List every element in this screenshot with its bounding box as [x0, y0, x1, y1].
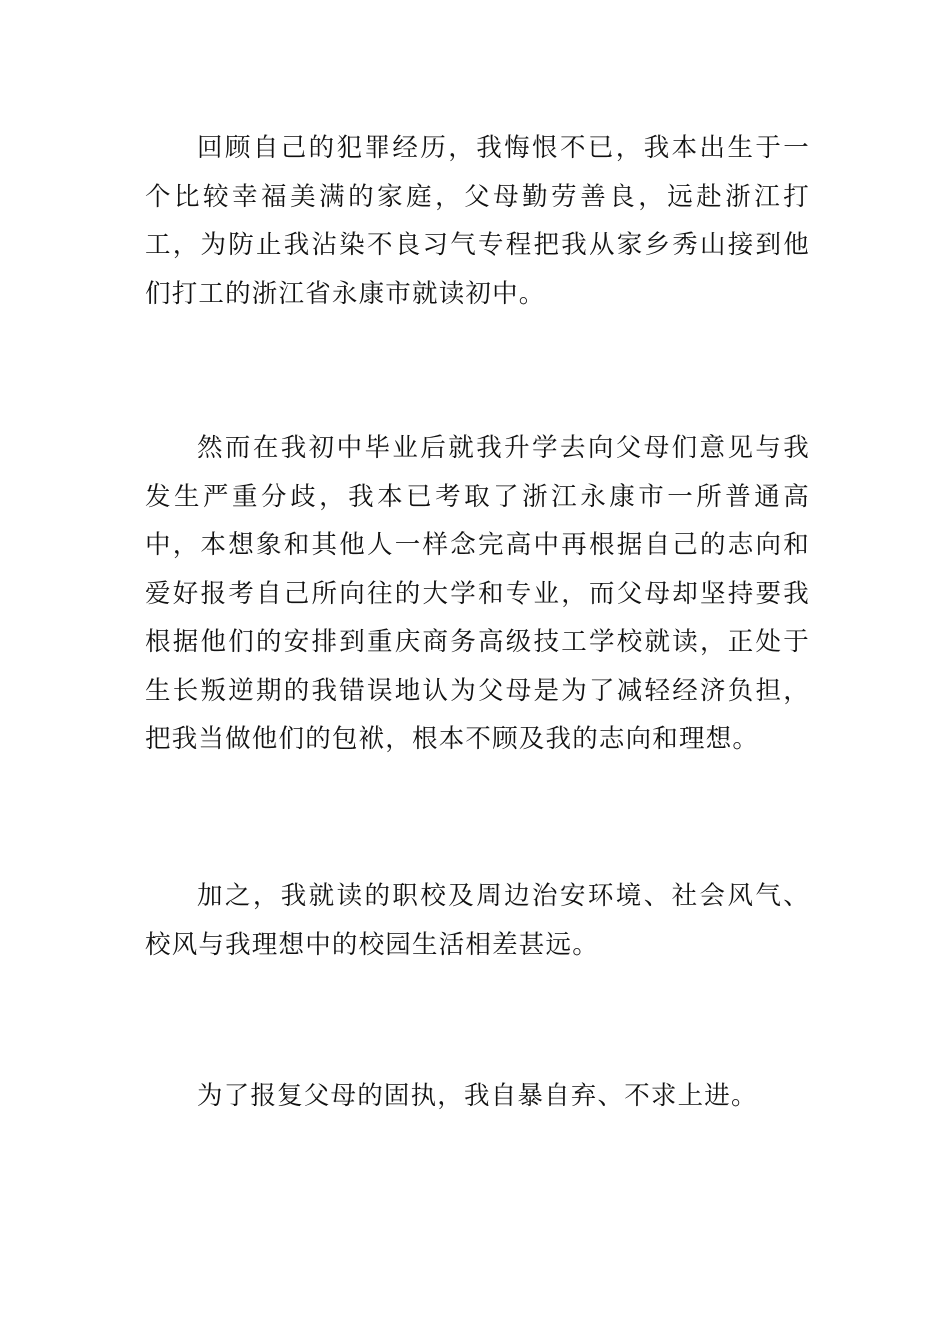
paragraph-3: 加之，我就读的职校及周边治安环境、社会风气、校风与我理想中的校园生活相差甚远。 — [145, 881, 810, 960]
paragraph-4: 为了报复父母的固执，我自暴自弃、不求上进。 — [197, 1081, 758, 1111]
paragraph-1: 回顾自己的犯罪经历，我悔恨不已，我本出生于一个比较幸福美满的家庭，父母勤劳善良，远赴浙江打工，为防止我沾染不良习气专程把我从家乡秀山接到他们打工的浙江省永康市就读初中。 — [145, 133, 810, 309]
paragraph-2: 然而在我初中毕业后就我升学去向父母们意见与我发生严重分歧，我本已考取了浙江永康市一所普通高中，本想象和其他人一样念完高中再根据自己的志向和爱好报考自己所向往的大学和专业，而父母却坚持要我根据他们的安排到重庆商务高级技工学校就读，正处于生长叛逆期的我错误地认为父母是为了减轻经济负担，把我当做他们的包袱，根本不顾及我的志向和理想。 — [145, 433, 810, 754]
